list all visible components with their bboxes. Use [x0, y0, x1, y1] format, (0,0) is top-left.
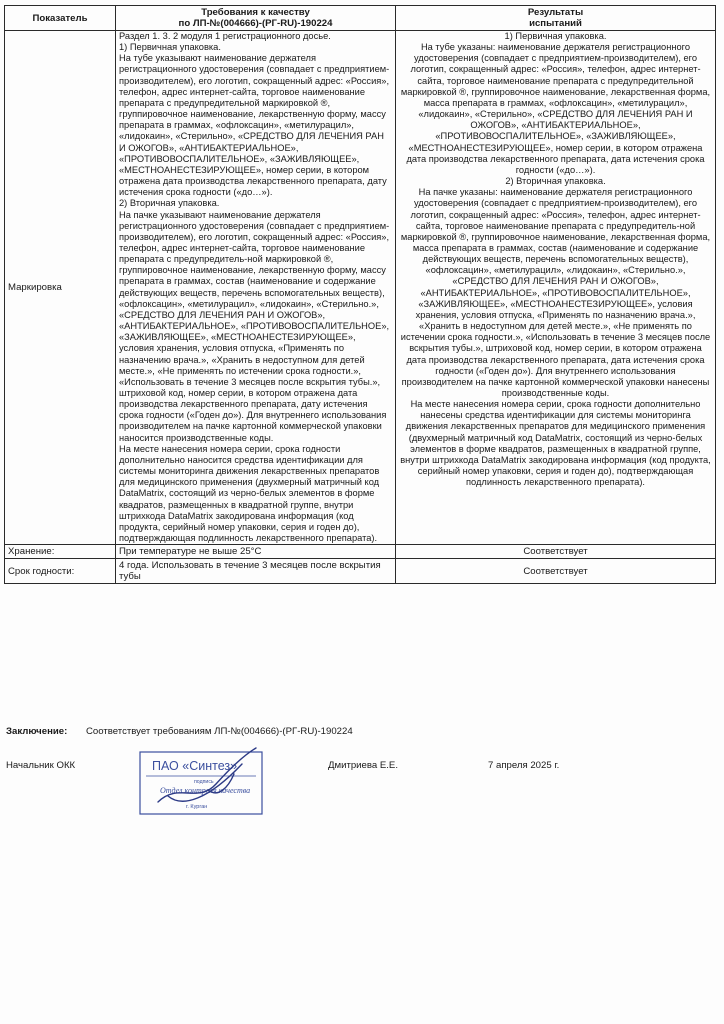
- signature-date: 7 апреля 2025 г.: [488, 760, 560, 771]
- stamp-org: ПАО «Синтез»: [152, 759, 238, 773]
- table-row-marking: [5, 31, 716, 545]
- header-results-line2: испытаний: [529, 18, 582, 29]
- table-row-storage: [5, 545, 716, 559]
- header-requirements-line2: по ЛП-№(004666)-(РГ-RU)-190224: [178, 18, 333, 29]
- shelf-life-result: Соответствует: [396, 559, 716, 584]
- stamp-sign-label: подпись: [194, 779, 214, 785]
- storage-requirement: При температуре не выше 25°С: [116, 545, 396, 559]
- marking-res-p1: 1) Первичная упаковка.: [504, 31, 607, 41]
- storage-result: Соответствует: [396, 545, 716, 559]
- storage-label: Хранение:: [5, 545, 116, 559]
- marking-req-p6: На месте нанесения номера серии, срока годности дополнительно наносится средства идентификации для системы мониторинга движения лекарственных препаратов для медицинского применения (двухмерный матричный код DataMatrix, состоящий из черно-белых элементов в форме квадратов, размещенных в квадратной группе, внутри штрихкода DataMatrix закодирована информация (код продукта, серийный номер упаковки, серия и годен до), подтверждающая подлинность лекарственного препарата).: [119, 443, 380, 544]
- table-row-shelf-life: [5, 559, 716, 584]
- header-requirements-line1: Требования к качеству: [201, 7, 310, 18]
- header-requirements: [116, 6, 396, 31]
- marking-res-p2: На тубе указаны: наименование держателя регистрационного удостоверения (совпадает с предприятием-производителем), его логотип, сокращенный адрес: «Россия», телефон, адрес интернет-сайта, торговое наименование препарата с предупредительной маркировкой ®, группировочное наименование, лекарственная форма, масса препарата в граммах, «офлоксацин», «метилурацил», «лидокаин», «Стерильно», «СРЕДСТВО ДЛЯ ЛЕЧЕНИЯ РАН И ОЖОГОВ», «АНТИБАКТЕРИАЛЬНОЕ», «ПРОТИВОВОСПАЛИТЕЛЬНОЕ», «ЗАЖИВЛЯЮЩЕЕ», «МЕСТНОАНЕСТЕЗИРУЮЩЕЕ», номер серии, в котором отражена дата производства лекарственного препарата, дата истечения срока годности («до…»).: [400, 42, 711, 175]
- marking-req-p5: На пачке указывают наименование держателя регистрационного удостоверения (совпадает с предприятием-производителем), его логотип, сокращенный адрес: «Россия», телефон, адрес интернет-сайта, торговое наименование препарата с предупредитель-ной маркировкой ®, группировочное наименование, лекарственную форму, массу препарата в граммах, состав (наименование и содержание действующих веществ, перечень вспомогательных веществ), «офлоксацин», «метилурацил», «лидокаин», «Стерильно.», «СРЕДСТВО ДЛЯ ЛЕЧЕНИЯ РАН И ОЖОГОВ», «АНТИБАКТЕРИАЛЬНОЕ», «ПРОТИВОВОСПАЛИТЕЛЬНОЕ», «ЗАЖИВЛЯЮЩЕЕ», «МЕСТНОАНЕСТЕЗИРУЮЩЕЕ», условия хранения, условия отпуска, «Применять по назначению врача.», «Хранить в недоступном для детей месте.», «Не применять по истечении срока годности.», «Использовать в течение 3 месяцев после вскрытия тубы.», штриховой код, номер серии, в котором отражена дата производства лекарственного препарата, дату истечения срока годности («Годен до»). Для внутреннего использования производителем на пачке картонной коммерческой упаковки наносится производственные коды.: [119, 209, 390, 443]
- marking-res-p5: На месте нанесения номера серии, срока годности дополнительно нанесены средства идентификации для системы мониторинга движения лекарственных препаратов для медицинского применения (двухмерный матричный код DataMatrix, состоящий из черно-белых элементов в форме квадратов, размещенных в квадратной группе, внутри штрихкода DataMatrix закодирована информация (код продукта, серийный номер упаковки, серия и годен до), подтверждающая подлинность лекарственного препарата).: [400, 399, 711, 488]
- signer-position: Начальник ОКК: [6, 760, 76, 771]
- marking-result: [396, 31, 716, 545]
- shelf-life-label: Срок годности:: [5, 559, 116, 584]
- marking-req-p4: 2) Вторичная упаковка.: [119, 198, 220, 209]
- stamp-city: г. Курган: [186, 804, 208, 810]
- header-indicator: Показатель: [5, 6, 116, 31]
- shelf-life-requirement: 4 года. Использовать в течение 3 месяцев после вскрытия тубы: [116, 559, 396, 584]
- marking-req-p2: 1) Первичная упаковка.: [119, 42, 221, 53]
- header-results: [396, 6, 716, 31]
- conclusion: [6, 726, 353, 737]
- marking-req-p3: На тубе указывают наименование держателя регистрационного удостоверения (совпадает с предприятием-производителем), его логотип, сокращенный адрес: «Россия», телефон, адрес интернет-сайта, торговое наименование препарата с предупредительной маркировкой ®, группировочное наименование, лекарственную форму, массу препарата в граммах, «офлоксацин», «метилурацил», «лидокаин», «Стерильно», «СРЕДСТВО ДЛЯ ЛЕЧЕНИЯ РАН И ОЖОГОВ», «АНТИБАКТЕРИАЛЬНОЕ», «ПРОТИВОВОСПАЛИТЕЛЬНОЕ», «ЗАЖИВЛЯЮЩЕЕ», «МЕСТНОАНЕСТЕЗИРУЮЩЕЕ», номер серии, в котором отражена дата производства лекарственного препарата, дату истечения срока годности («до…»).: [119, 53, 390, 198]
- table-header-row: [5, 6, 716, 31]
- signer-name: Дмитриева Е.Е.: [328, 760, 398, 771]
- conclusion-text: Соответствует требованиям ЛП-№(004666)-(РГ-RU)-190224: [86, 726, 353, 737]
- header-results-line1: Результаты: [527, 7, 584, 18]
- marking-req-p1: Раздел 1. 3. 2 модуля 1 регистрационного досье.: [119, 31, 331, 41]
- company-stamp: [138, 744, 286, 820]
- stamp-dept: Отдел контроля качества: [160, 786, 251, 795]
- quality-table: [4, 5, 716, 584]
- marking-res-p3: 2) Вторичная упаковка.: [505, 176, 606, 187]
- marking-label: Маркировка: [5, 31, 116, 545]
- conclusion-label: Заключение:: [6, 726, 68, 737]
- marking-requirement: [116, 31, 396, 545]
- marking-res-p4: На пачке указаны: наименование держателя регистрационного удостоверения (совпадает с предприятием-производителем), его логотип, сокращенный адрес: «Россия», телефон, адрес интернет-сайта, торговое наименование препарата с предупредитель-ной маркировкой ®, группировочное наименование, лекарственная форма, масса препарата в граммах, состав (наименование и содержание действующих веществ, перечень вспомогательных веществ), «офлоксацин», «метилурацил», «лидокаин», «Стерильно.», «СРЕДСТВО ДЛЯ ЛЕЧЕНИЯ РАН И ОЖОГОВ», «АНТИБАКТЕРИАЛЬНОЕ», «ПРОТИВОВОСПАЛИТЕЛЬНОЕ», «ЗАЖИВЛЯЮЩЕЕ», «МЕСТНОАНЕСТЕЗИРУЮЩЕЕ», условия хранения, условия отпуска, «Применять по назначению врача.», «Хранить в недоступном для детей месте.», «Не применять по истечении срока годности.», «Использовать в течение 3 месяцев после вскрытия тубы.», штриховой код, номер серии, в котором отражена дата производства лекарственного препарата, дата истечения срока годности («Годен до»). Для внутреннего использования производителем на пачке картонной коммерческой упаковки нанесены производственные коды.: [400, 187, 711, 398]
